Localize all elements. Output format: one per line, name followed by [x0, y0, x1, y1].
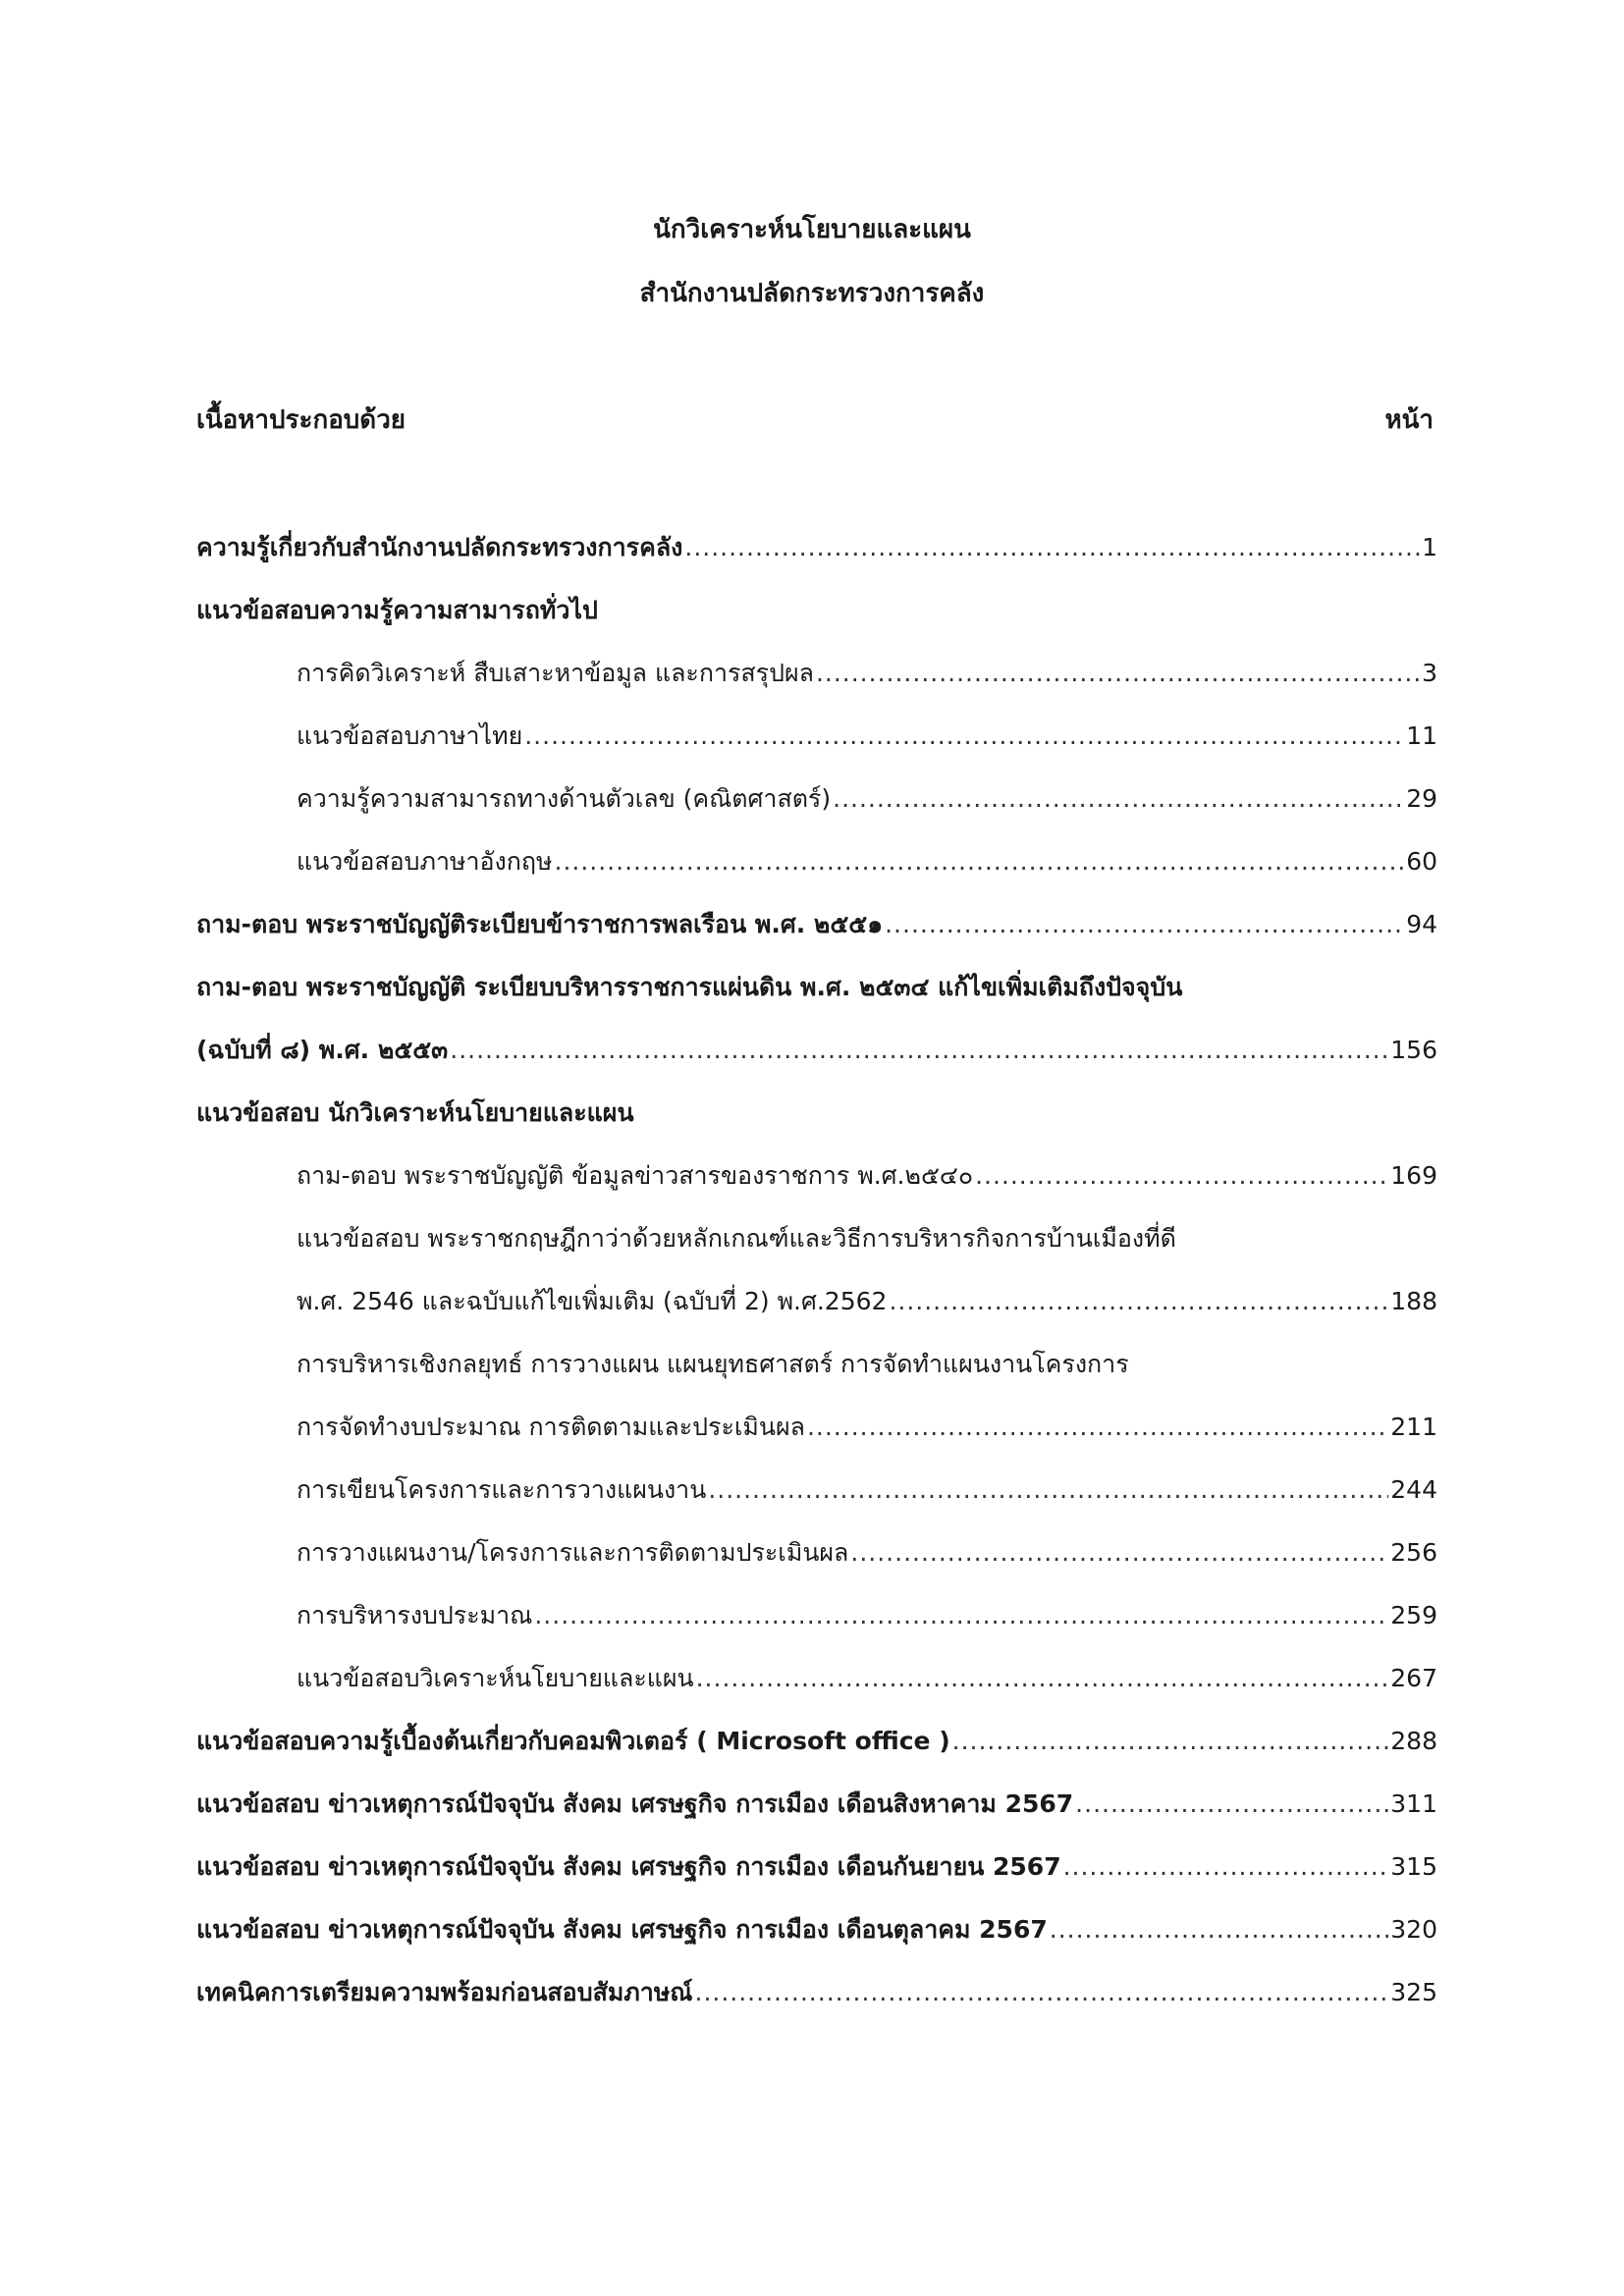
toc-page-number: 325	[1390, 1978, 1437, 2006]
toc-leader-dots	[1050, 1908, 1389, 1951]
contents-header	[196, 400, 1434, 440]
toc-page-number: 320	[1390, 1915, 1437, 1944]
toc-entry-title: (ฉบับที่ ๘) พ.ศ. ๒๕๕๓	[196, 1036, 449, 1064]
toc-leader-dots	[534, 1594, 1388, 1637]
toc-entry-title: การบริหารเชิงกลยุทธ์ การวางแผน แผนยุทธศาสตร์ การจัดทำแผนงานโครงการ	[297, 1350, 1129, 1378]
toc-entry-title: แนวข้อสอบ นักวิเคราะห์นโยบายและแผน	[196, 1098, 634, 1127]
toc-leader-dots	[555, 840, 1405, 883]
toc-page-number: 11	[1406, 721, 1437, 750]
toc-entry-title: แนวข้อสอบ ข่าวเหตุการณ์ปัจจุบัน สังคม เศรษฐกิจ การเมือง เดือนกันยายน 2567	[196, 1852, 1061, 1881]
toc-entry	[196, 1343, 1437, 1406]
toc-leader-dots	[807, 1406, 1388, 1449]
toc-entry	[196, 1029, 1437, 1092]
toc-page-number: 94	[1406, 910, 1437, 938]
toc-entry	[196, 715, 1437, 777]
toc-leader-dots	[952, 1720, 1389, 1763]
toc-page-number: 267	[1390, 1664, 1437, 1692]
toc-page-number: 1	[1422, 533, 1437, 561]
toc-entry	[196, 1720, 1437, 1783]
toc-page-number: 315	[1390, 1852, 1437, 1881]
document-subtitle: สำนักงานปลัดกระทรวงการคลัง	[639, 279, 985, 308]
toc-entry-title: แนวข้อสอบ ข่าวเหตุการณ์ปัจจุบัน สังคม เศรษฐกิจ การเมือง เดือนสิงหาคาม 2567	[196, 1789, 1074, 1818]
toc-entry-title: แนวข้อสอบความรู้ความสามารถทั่วไป	[196, 596, 598, 624]
toc-page-number: 188	[1390, 1287, 1437, 1315]
toc-entry-title: การจัดทำงบประมาณ การติดตามและประเมินผล	[297, 1413, 805, 1441]
toc-entry	[196, 903, 1437, 966]
table-of-contents	[196, 526, 1437, 2034]
toc-entry-title: ความรู้เกี่ยวกับสำนักงานปลัดกระทรวงการคลัง	[196, 533, 683, 561]
toc-entry	[196, 1217, 1437, 1280]
toc-entry	[196, 1657, 1437, 1720]
toc-entry-title: การวางแผนงาน/โครงการและการติดตามประเมินผล	[297, 1538, 849, 1567]
toc-leader-dots	[889, 1280, 1388, 1323]
toc-entry-title: การเขียนโครงการและการวางแผนงาน	[297, 1475, 707, 1504]
toc-entry	[196, 840, 1437, 903]
toc-entry	[196, 1845, 1437, 1908]
toc-entry-title: การบริหารงบประมาณ	[297, 1601, 533, 1629]
toc-leader-dots	[684, 526, 1420, 569]
toc-entry-title: ความรู้ความสามารถทางด้านตัวเลข (คณิตศาสตร์)	[297, 784, 832, 813]
toc-entry	[196, 1594, 1437, 1657]
toc-entry	[196, 1971, 1437, 2034]
toc-entry	[196, 1406, 1437, 1468]
toc-entry-title: แนวข้อสอบ ข่าวเหตุการณ์ปัจจุบัน สังคม เศรษฐกิจ การเมือง เดือนตุลาคม 2567	[196, 1915, 1048, 1944]
toc-entry	[196, 1531, 1437, 1594]
toc-entry	[196, 1468, 1437, 1531]
toc-page-number: 169	[1390, 1161, 1437, 1190]
toc-entry-title: พ.ศ. 2546 และฉบับแก้ไขเพิ่มเติม (ฉบับที่ 2) พ.ศ.2562	[297, 1287, 888, 1315]
toc-leader-dots	[695, 1971, 1389, 2014]
toc-leader-dots	[816, 652, 1420, 695]
toc-entry	[196, 589, 1437, 652]
toc-entry-title: ถาม-ตอบ พระราชบัญญัติระเบียบข้าราชการพลเรือน พ.ศ. ๒๕๕๑	[196, 910, 884, 938]
toc-entry-title: ถาม-ตอบ พระราชบัญญัติ ระเบียบบริหารราชการแผ่นดิน พ.ศ. ๒๕๓๔ แก้ไขเพิ่มเติมถึงปัจจุบัน	[196, 973, 1183, 1001]
toc-entry-title: แนวข้อสอบภาษาอังกฤษ	[297, 847, 553, 876]
document-title: นักวิเคราะห์นโยบายและแผน	[653, 215, 971, 244]
toc-leader-dots	[708, 1468, 1388, 1512]
toc-page-number: 311	[1390, 1789, 1437, 1818]
toc-entry	[196, 526, 1437, 589]
toc-entry-title: แนวข้อสอบความรู้เบื้องต้นเกี่ยวกับคอมพิวเตอร์ ( Microsoft office )	[196, 1727, 950, 1755]
toc-leader-dots	[1075, 1783, 1388, 1826]
toc-entry-title: การคิดวิเคราะห์ สืบเสาะหาข้อมูล และการสรุปผล	[297, 659, 814, 687]
toc-entry-title: แนวข้อสอบภาษาไทย	[297, 721, 523, 750]
toc-leader-dots	[975, 1154, 1388, 1198]
toc-page-number: 29	[1406, 784, 1437, 813]
toc-entry-title: ถาม-ตอบ พระราชบัญญัติ ข้อมูลข่าวสารของราชการ พ.ศ.๒๕๔๐	[297, 1161, 974, 1190]
toc-entry	[196, 777, 1437, 840]
toc-entry	[196, 966, 1437, 1029]
toc-entry	[196, 1280, 1437, 1343]
toc-entry-title: เทคนิคการเตรียมความพร้อมก่อนสอบสัมภาษณ์	[196, 1978, 693, 2006]
toc-page-number: 288	[1390, 1727, 1437, 1755]
toc-leader-dots	[696, 1657, 1389, 1700]
toc-entry	[196, 652, 1437, 715]
toc-entry	[196, 1154, 1437, 1217]
toc-page-number: 259	[1390, 1601, 1437, 1629]
toc-page-number: 3	[1422, 659, 1437, 687]
toc-page-number: 211	[1390, 1413, 1437, 1441]
toc-entry	[196, 1092, 1437, 1154]
toc-entry	[196, 1908, 1437, 1971]
toc-entry-title: แนวข้อสอบ พระราชกฤษฎีกาว่าด้วยหลักเกณฑ์และวิธีการบริหารกิจการบ้านเมืองที่ดี	[297, 1224, 1176, 1253]
toc-entry-title: แนวข้อสอบวิเคราะห์นโยบายและแผน	[297, 1664, 694, 1692]
toc-page-number: 156	[1390, 1036, 1437, 1064]
toc-leader-dots	[524, 715, 1404, 758]
contents-label: เนื้อหาประกอบด้วย	[196, 405, 406, 435]
toc-leader-dots	[450, 1029, 1388, 1072]
page-column-label: หน้า	[1384, 405, 1434, 435]
toc-leader-dots	[885, 903, 1404, 946]
toc-page-number: 256	[1390, 1538, 1437, 1567]
toc-page-number: 244	[1390, 1475, 1437, 1504]
toc-leader-dots	[850, 1531, 1388, 1575]
toc-entry	[196, 1783, 1437, 1845]
toc-leader-dots	[833, 777, 1404, 821]
toc-page-number: 60	[1406, 847, 1437, 876]
toc-leader-dots	[1063, 1845, 1389, 1889]
